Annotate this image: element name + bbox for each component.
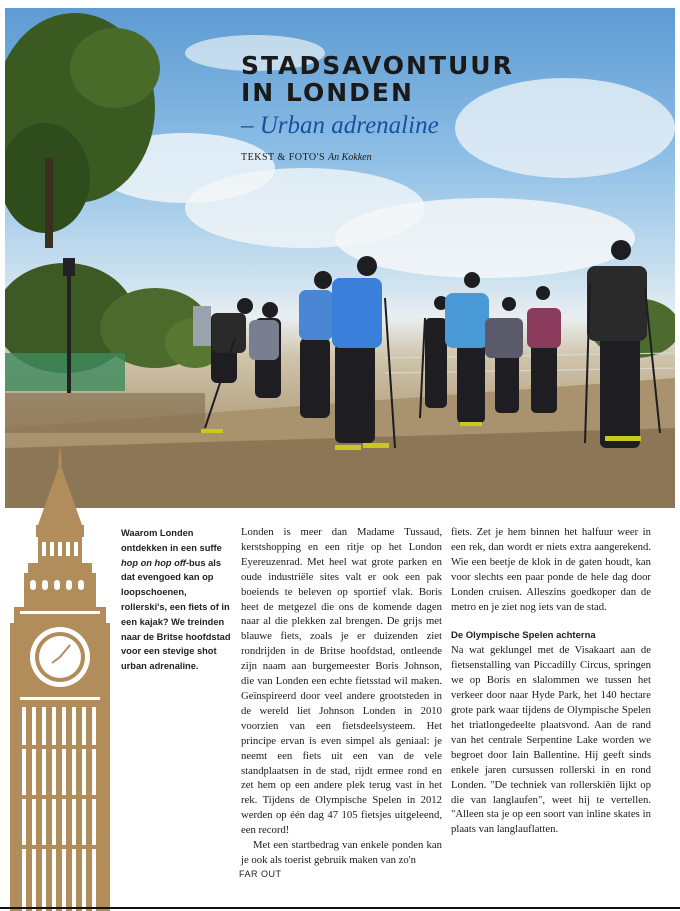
column2-paragraph-2: Na wat geklungel met de Visakaart aan de fietsenstalling van Piccadilly Circus, springen we op Boris en slalommen we tussen het verkeer door naar Hyde Park, het 140 hectare grote park waar tijdens de Olympische Spelen het triatlongedeelte plaatsvond. Aan de rand van het centrale Serpentine Lake worden we begroet door Iain Ballentine. Hij geeft sinds enkele jaren cursussen rollerski in en rond Londen. "De techniek van rollerskiën lijkt op die van langlaufen", weet hij te vertellen. "Alleen sta je op een soort van inline skates in plaats van langlauflatten.	[451, 644, 651, 836]
column2-paragraph-1: fiets. Zet je hem binnen het halfuur weer in een rek, dan wordt er niets extra aangerekend. Wie een beetje de klok in de gaten houdt, kan voor slechts een paar ponde de hele dag door Londen cruisen. Alleszins goedkoper dan de metro en je ziet nog iets van de stad.	[451, 526, 651, 613]
credit-label: TEKST & FOTO'S	[241, 152, 326, 163]
intro-part2: -bus als dat evengoed kan op loopschoenen, rollerski's, een fiets of in een kajak? We treinden naar de Britse hoofdstad voor een stevige shot urban adrenaline.	[121, 557, 231, 672]
article-subtitle: – Urban adrenaline	[241, 112, 439, 139]
credit-author: An Kokken	[328, 152, 372, 163]
section-heading: De Olympische Spelen achterna	[451, 630, 596, 642]
big-ben-icon	[0, 445, 115, 911]
article-title-line1: STADSAVONTUUR	[241, 51, 514, 80]
body-column-2	[451, 525, 651, 837]
intro-italic: hop on hop off	[121, 557, 186, 568]
column1-paragraph-1: Londen is meer dan Madame Tussaud, kerstshopping en een ritje op het London Eyereuzenrad. Met heel wat grote parken en oude industriële sites valt er ook een pak boeiends te beleven op sportief vlak. Boris heet de metgezel die ons de komende dagen naar al die plekken zal brengen. De grijs met blauwe fiets, zoals je er duizenden ziet rondrijden in de Britse hoofdstad, ontleende zijn naam aan burgemeester Boris Johnson, die van Londen een echte fietsstad wil maken. Geïnspireerd door veel andere grootsteden in de wereld liet Johnson Londen in 2010 voorzien van een fietsdeelsysteem. Het principe ervan is even simpel als geniaal: je neemt een fiets uit een van de vele standplaatsen in de stad, rijdt ermee rond en zet hem op een andere plek terug vast in het rek. Tijdens de Olympische Spelen in 2012 werden op één dag 47 105 fietsjes uitgeleend, een record!	[241, 526, 442, 837]
intro-lead	[121, 526, 233, 674]
article-title-line2: IN LONDEN	[241, 78, 414, 107]
footer-label: FAR OUT	[239, 869, 282, 879]
bottom-rule	[0, 907, 680, 909]
article-credit	[241, 152, 601, 163]
intro-part1: Waarom Londen ontdekken in een suffe	[121, 528, 222, 553]
body-column-1	[241, 525, 442, 868]
hero-photo	[5, 8, 675, 508]
title-block	[241, 52, 601, 163]
column1-paragraph-2: Met een startbedrag van enkele ponden kan je ook als toerist gebruik maken van zo'n	[241, 839, 442, 866]
